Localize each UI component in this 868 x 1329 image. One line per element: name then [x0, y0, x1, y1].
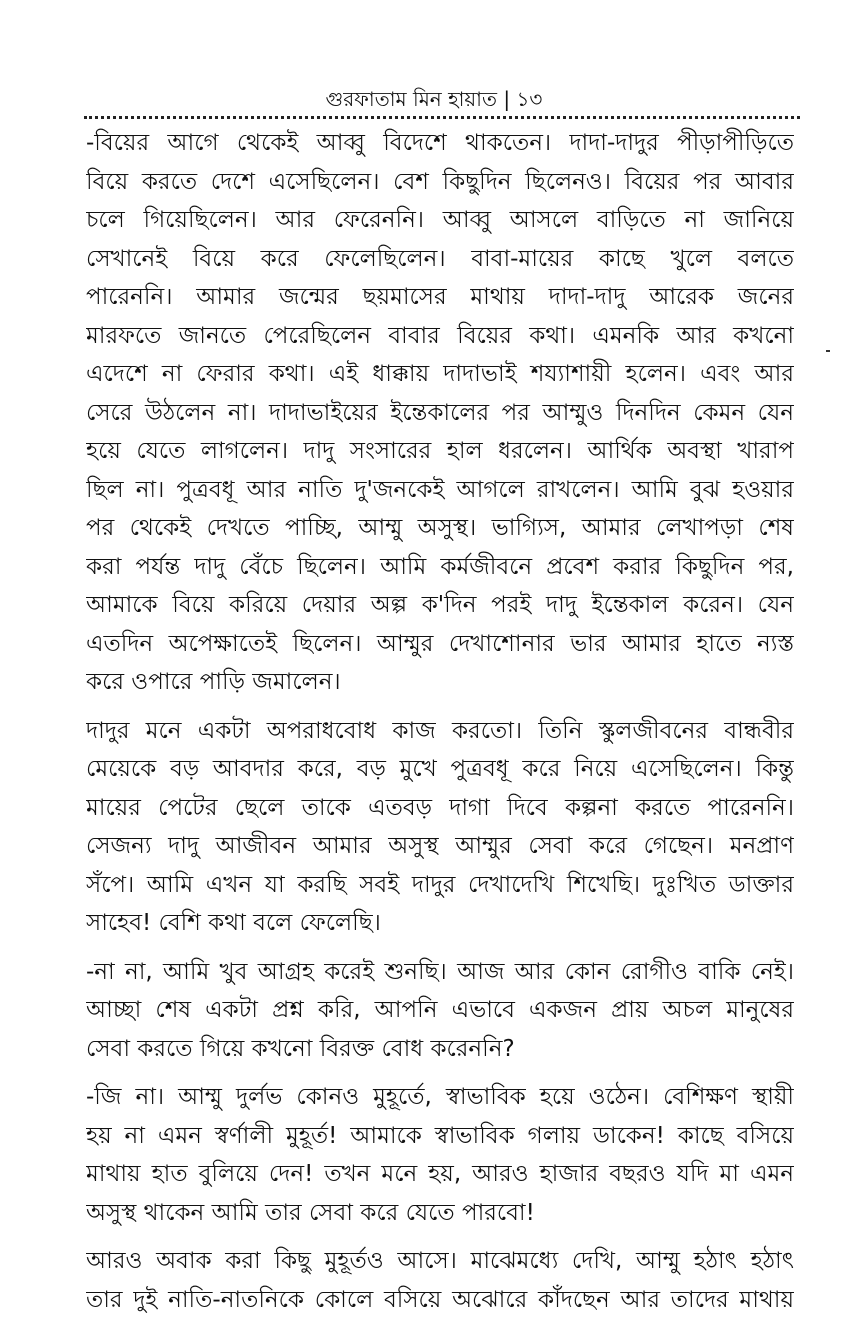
- text-line: সেখানেই বিয়ে করে ফেলেছিলেন। বাবা-মায়ের কাছে খুলে বলতে: [86, 245, 794, 272]
- paragraph: [86, 953, 794, 1069]
- text-line: করে ওপারে পাড়ি জমালেন।: [86, 669, 341, 695]
- paragraph: [86, 124, 794, 702]
- text-line: এদেশে না ফেরার কথা। এই ধাক্কায় দাদাভাই শয্যাশায়ী হলেন। এবং আর: [86, 361, 794, 387]
- text-line: চলে গিয়েছিলেন। আর ফেরেননি। আব্বু আসলে বাড়িতে না জানিয়ে: [86, 207, 794, 233]
- text-line: -জি না। আম্মু দুর্লভ কোনও মুহূর্তে, স্বাভাবিক হয়ে ওঠেন। বেশিক্ষণ স্থায়ী: [86, 1084, 794, 1110]
- text-line: সেবা করতে গিয়ে কখনো বিরক্ত বোধ করেননি?: [86, 1035, 515, 1062]
- text-line: মায়ের পেটের ছেলে তাকে এতবড় দাগা দিবে কল্পনা করতে পারেননি।: [86, 794, 794, 821]
- text-line: আমাকে বিয়ে করিয়ে দেয়ার অল্প ক'দিন পরই দাদু ইন্তেকাল করেন। যেন: [86, 592, 794, 618]
- body-text: [86, 124, 794, 1329]
- text-line: হয়ে যেতে লাগলেন। দাদু সংসারের হাল ধরলেন। আর্থিক অবস্থা খারাপ: [86, 438, 794, 464]
- text-line: বিয়ে করতে দেশে এসেছিলেন। বেশ কিছুদিন ছিলেনও। বিয়ের পর আবার: [86, 168, 794, 195]
- text-line: মারফতে জানতে পেরেছিলেন বাবার বিয়ের কথা। এমনকি আর কখনো: [86, 322, 794, 349]
- paragraph: [86, 1242, 794, 1319]
- text-line: মেয়েকে বড় আবদার করে, বড় মুখে পুত্রবধূ করে নিয়ে এসেছিলেন। কিন্তু: [86, 756, 794, 782]
- text-line: -না না, আমি খুব আগ্রহ করেই শুনছি। আজ আর কোন রোগীও বাকি নেই।: [86, 958, 794, 985]
- text-line: অসুস্থ থাকেন আমি তার সেবা করে যেতে পারবো!: [86, 1199, 535, 1226]
- text-line: সঁপে। আমি এখন যা করছি সবই দাদুর দেখাদেখি শিখেছি। দুঃখিত ডাক্তার: [86, 871, 794, 898]
- paragraph: [86, 1078, 794, 1232]
- text-line: পর থেকেই দেখতে পাচ্ছি, আম্মু অসুস্থ। ভাগ্যিস, আমার লেখাপড়া শেষ: [86, 515, 794, 541]
- header-dotted-rule: [84, 116, 800, 119]
- text-line: আরও অবাক করা কিছু মুহূর্তও আসে। মাঝেমধ্যে দেখি, আম্মু হঠাৎ হঠাৎ: [86, 1248, 794, 1274]
- text-line: মাথায় হাত বুলিয়ে দেন! তখন মনে হয়, আরও হাজার বছরও যদি মা এমন: [86, 1161, 794, 1187]
- running-header: গুরফাতাম মিন হায়াত | ১৩: [325, 87, 543, 111]
- scan-speck: [826, 350, 830, 352]
- text-line: এতদিন অপেক্ষাতেই ছিলেন। আম্মুর দেখাশোনার ভার আমার হাতে ন্যস্ত: [86, 630, 794, 657]
- text-line: করা পর্যন্ত দাদু বেঁচে ছিলেন। আমি কর্মজীবনে প্রবেশ করার কিছুদিন পর,: [86, 553, 794, 580]
- text-line: তার দুই নাতি-নাতনিকে কোলে বসিয়ে অঝোরে কাঁদছেন আর তাদের মাথায়: [86, 1286, 794, 1313]
- text-line: হয় না এমন স্বর্ণালী মুহূর্ত! আমাকে স্বাভাবিক গলায় ডাকেন! কাছে বসিয়ে: [86, 1122, 794, 1149]
- paragraph: [86, 712, 794, 943]
- text-line: ছিল না। পুত্রবধূ আর নাতি দু'জনকেই আগলে রাখলেন। আমি বুঝ হওয়ার: [86, 476, 794, 503]
- text-line: সেরে উঠলেন না। দাদাভাইয়ের ইন্তেকালের পর আম্মুও দিনদিন কেমন যেন: [86, 399, 794, 426]
- text-line: সাহেব! বেশি কথা বলে ফেলেছি।: [86, 910, 381, 936]
- text-line: পারেননি। আমার জন্মের ছয়মাসের মাথায় দাদা-দাদু আরেক জনের: [86, 284, 794, 310]
- text-line: সেজন্য দাদু আজীবন আমার অসুস্থ আম্মুর সেবা করে গেছেন। মনপ্রাণ: [86, 833, 794, 859]
- text-line: -বিয়ের আগে থেকেই আব্বু বিদেশে থাকতেন। দাদা-দাদুর পীড়াপীড়িতে: [86, 130, 794, 156]
- text-line: আচ্ছা শেষ একটা প্রশ্ন করি, আপনি এভাবে একজন প্রায় অচল মানুষের: [86, 997, 794, 1023]
- text-line: দাদুর মনে একটা অপরাধবোধ কাজ করতো। তিনি স্কুলজীবনের বান্ধবীর: [86, 717, 794, 744]
